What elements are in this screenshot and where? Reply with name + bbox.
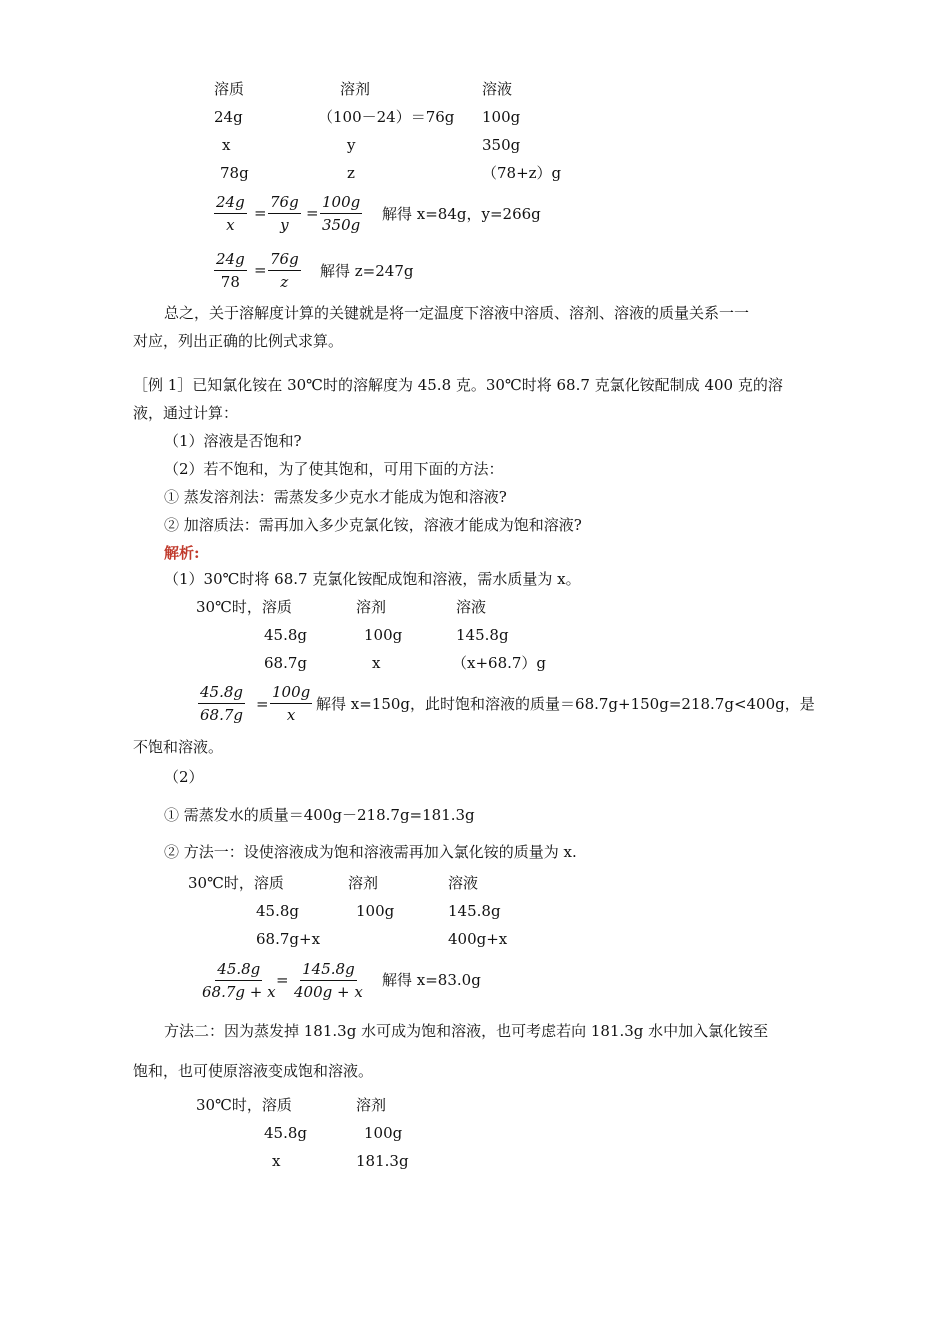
method2-line: 方法二：因为蒸发掉 181.3g 水可成为饱和溶液，也可考虑若向 181.3g 水中加入氯化铵至 — [164, 1022, 769, 1040]
part2-label: （2） — [164, 768, 204, 786]
method-1: ① 蒸发溶剂法：需蒸发多少克水才能成为饱和溶液? — [164, 488, 507, 506]
equals-sign: = — [276, 971, 289, 989]
denominator: z — [280, 273, 289, 291]
question-1: （1）溶液是否饱和? — [164, 432, 302, 450]
method-2: ② 加溶质法：需再加入多少克氯化铵，溶液才能成为饱和溶液? — [164, 516, 582, 534]
numerator: 145.8g — [302, 960, 355, 978]
part1-result: 解得 x=150g，此时饱和溶液的质量＝68.7g+150g=218.7g<400g，是 — [316, 695, 815, 713]
denominator: 68.7g + x — [202, 983, 276, 1001]
method2-line: 饱和，也可使原溶液变成饱和溶液。 — [133, 1062, 374, 1080]
fraction — [268, 250, 301, 291]
table1-cell: 100g — [482, 108, 521, 126]
numerator: 76g — [270, 193, 299, 211]
denominator: 400g + x — [294, 983, 363, 1001]
method2-cell: x — [272, 1152, 281, 1170]
part2-method-1: ① 需蒸发水的质量＝400g－218.7g=181.3g — [164, 806, 475, 824]
question-2: （2）若不饱和，为了使其饱和，可用下面的方法： — [164, 460, 504, 478]
denominator: x — [286, 706, 296, 724]
fraction — [214, 250, 247, 291]
table1-cell: y — [347, 136, 356, 154]
table1-header-solution: 溶液 — [482, 80, 513, 98]
table1-cell: z — [347, 164, 355, 182]
method2-cell: 181.3g — [356, 1152, 409, 1170]
table1-cell: x — [222, 136, 231, 154]
numerator: 76g — [270, 250, 299, 268]
part2-cell: 400g+x — [448, 930, 508, 948]
denominator: 78 — [220, 273, 240, 291]
part2-cell: 145.8g — [448, 902, 501, 920]
numerator: 45.8g — [217, 960, 261, 978]
equation-result: 解得 x=84g，y=266g — [382, 205, 541, 223]
part2-cell: 45.8g — [256, 902, 300, 920]
method2-header: 溶剂 — [356, 1096, 387, 1114]
fraction — [268, 193, 301, 234]
summary-line: 总之，关于溶解度计算的关键就是将一定温度下溶液中溶质、溶剂、溶液的质量关系一一 — [164, 304, 750, 322]
part1-cell: 68.7g — [264, 654, 308, 672]
part2-header: 溶液 — [448, 874, 479, 892]
equals-sign: = — [256, 695, 269, 713]
example-line: ［例 1］已知氯化铵在 30℃时的溶解度为 45.8 克。30℃时将 68.7 克氯化铵配制成 400 克的溶 — [133, 376, 783, 394]
part1-intro: （1）30℃时将 68.7 克氯化铵配成饱和溶液，需水质量为 x。 — [164, 570, 581, 588]
fraction — [270, 683, 312, 724]
part2-cell: 100g — [356, 902, 395, 920]
table1-cell: 24g — [214, 108, 243, 126]
part1-cell: （x+68.7）g — [452, 654, 547, 672]
table1-cell: 350g — [482, 136, 521, 154]
part2-header: 溶剂 — [348, 874, 379, 892]
part2-result: 解得 x=83.0g — [382, 971, 481, 989]
part2-cell: 68.7g+x — [256, 930, 321, 948]
example-line: 液，通过计算： — [133, 404, 239, 422]
part1-cell: 45.8g — [264, 626, 308, 644]
part2-method-2: ② 方法一：设使溶液成为饱和溶液需再加入氯化铵的质量为 x. — [164, 843, 577, 861]
numerator: 24g — [216, 250, 245, 268]
part1-result-cont: 不饱和溶液。 — [133, 738, 224, 756]
part1-header: 30℃时，溶质 — [196, 598, 292, 616]
denominator: 350g — [322, 216, 361, 234]
part1-cell: x — [372, 654, 381, 672]
equation-result: 解得 z=247g — [320, 262, 414, 280]
fraction — [214, 193, 247, 234]
fraction — [292, 960, 365, 1001]
equals-sign: = — [254, 204, 267, 222]
method2-cell: 45.8g — [264, 1124, 308, 1142]
part1-header: 溶液 — [456, 598, 487, 616]
analysis-label: 解析: — [164, 544, 200, 562]
numerator: 24g — [216, 193, 245, 211]
numerator: 100g — [322, 193, 361, 211]
table1-header-solute: 溶质 — [214, 80, 245, 98]
summary-line: 对应，列出正确的比例式求算。 — [133, 332, 344, 350]
denominator: x — [226, 216, 235, 234]
method2-cell: 100g — [364, 1124, 403, 1142]
part2-header: 30℃时，溶质 — [188, 874, 284, 892]
fraction — [200, 960, 278, 1001]
part1-cell: 145.8g — [456, 626, 509, 644]
table1-cell: 78g — [220, 164, 249, 182]
part1-cell: 100g — [364, 626, 403, 644]
equals-sign: = — [306, 204, 319, 222]
denominator: 68.7g — [200, 706, 244, 724]
numerator: 45.8g — [200, 683, 244, 701]
table1-cell: （100－24）＝76g — [318, 108, 455, 126]
denominator: y — [280, 216, 289, 234]
fraction — [198, 683, 245, 724]
equals-sign: = — [254, 261, 267, 279]
numerator: 100g — [272, 683, 311, 701]
method2-header: 30℃时，溶质 — [196, 1096, 292, 1114]
table1-cell: （78+z）g — [482, 164, 562, 182]
table1-header-solvent: 溶剂 — [340, 80, 371, 98]
part1-header: 溶剂 — [356, 598, 387, 616]
fraction — [320, 193, 362, 234]
